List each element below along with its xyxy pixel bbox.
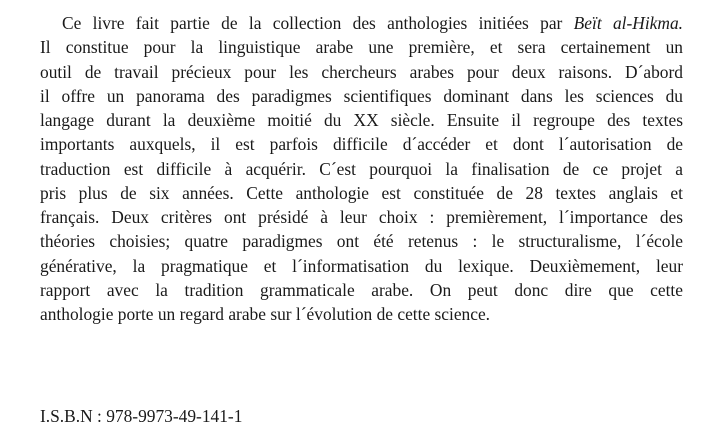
line-text: Ce livre fait partie de la collection des anthologies initiées par <box>62 13 574 33</box>
paragraph-line: anthologie porte un regard arabe sur l´évolution de cette science. <box>40 304 491 324</box>
paragraph-line: français. Deux critères ont présidé à leur choix : premièrement, l´importance des <box>40 207 683 227</box>
paragraph-line: générative, la pragmatique et l´informatisation du lexique. Deuxièmement, leur <box>40 255 683 276</box>
paragraph-line: il offre un panorama des paradigmes scientifiques dominant dans les sciences du <box>40 85 683 106</box>
paragraph-line: pris plus de six années. Cette anthologie est constituée de 28 textes anglais et <box>40 182 683 203</box>
paragraph-line: rapport avec la tradition grammaticale arabe. On peut donc dire que cette <box>40 279 683 300</box>
paragraph-line: importants auxquels, il est parfois difficile d´accéder et dont l´autorisation de <box>40 134 683 155</box>
paragraph-line: langage durant la deuxième moitié du XX siècle. Ensuite il regroupe des textes <box>40 110 683 130</box>
description-paragraph <box>40 11 683 326</box>
paragraph-line: Il constitue pour la linguistique arabe une première, et sera certainement un <box>40 37 683 58</box>
paragraph-line: théories choisies; quatre paradigmes ont été retenus : le structuralisme, l´école <box>40 231 683 252</box>
isbn-number: I.S.B.N : 978-9973-49-141-1 <box>40 406 243 426</box>
collection-name: Beït al-Hikma. <box>573 13 683 33</box>
paragraph-line: outil de travail précieux pour les chercheurs arabes pour deux raisons. D´abord <box>40 61 683 82</box>
paragraph-line <box>40 11 683 35</box>
paragraph-line: traduction est difficile à acquérir. C´est pourquoi la finalisation de ce projet a <box>40 158 683 179</box>
